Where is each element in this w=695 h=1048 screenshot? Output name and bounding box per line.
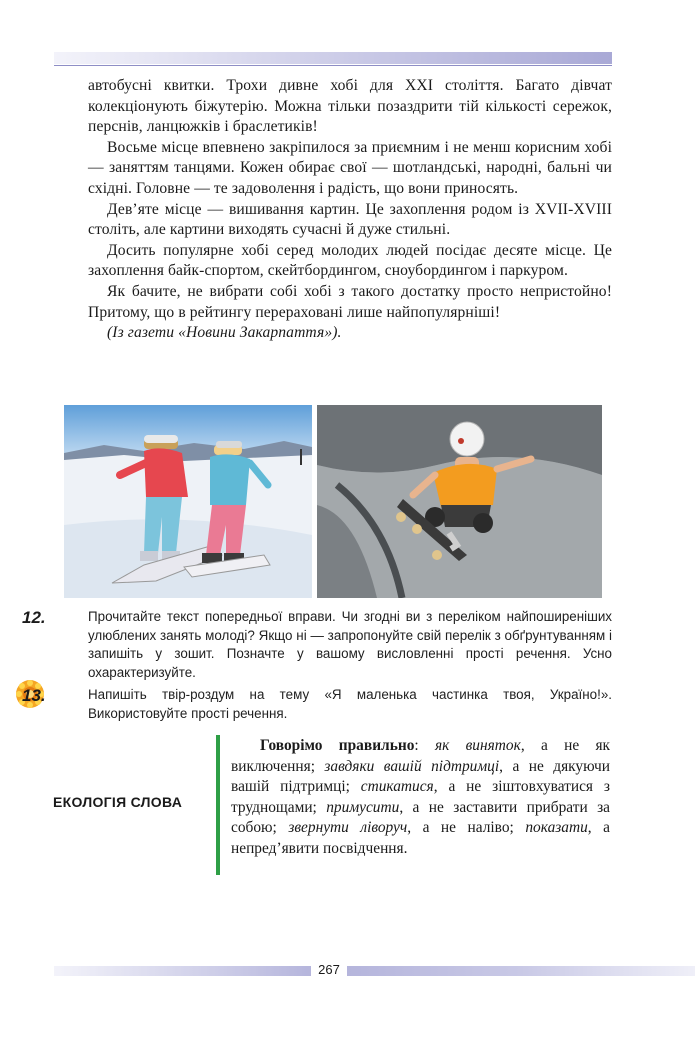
correct-usage: показати bbox=[525, 819, 588, 837]
text-fragment: , а не зіштовхуватися з труднощами; bbox=[231, 778, 610, 816]
footer-rule-left bbox=[54, 966, 311, 976]
correct-usage: як виняток bbox=[434, 737, 521, 754]
text-fragment: : bbox=[414, 737, 435, 754]
footer-rule-right bbox=[347, 966, 695, 976]
article-source: (Із газети «Новини Закарпаття»). bbox=[107, 324, 342, 342]
page-number: 267 bbox=[318, 962, 340, 977]
correct-usage: звернути ліворуч bbox=[288, 819, 408, 837]
text-fragment: , а не як виключення; bbox=[231, 737, 610, 775]
article-paragraph: Дев’яте місце — вишивання картин. Це захоплення родом із XVII-XVIII століть, але картини виходять сучасні й дуже стильні. bbox=[88, 200, 612, 239]
article-paragraph: Досить популярне хобі серед молодих людей посідає десяте місце. Це захоплення байк-спортом, скейтбордингом, сноубордингом і паркуром. bbox=[88, 241, 612, 280]
text-fragment: , а не наліво; bbox=[407, 819, 526, 837]
text-fragment: , а не дякуючи вашій підтримці; bbox=[231, 757, 610, 796]
section-label: ЕКОЛОГІЯ СЛОВА bbox=[53, 794, 183, 810]
task-number: 13. bbox=[22, 686, 46, 705]
section-divider bbox=[216, 735, 220, 875]
task-text: Напишіть твір-роздум на тему «Я маленька частинка твоя, Україно!». Використовуйте прості речення. bbox=[88, 687, 612, 721]
correct-usage: стикатися bbox=[360, 778, 434, 796]
snowboarders-photo bbox=[64, 405, 312, 598]
text-fragment: , а не заставити прибрати за собою; bbox=[231, 798, 610, 837]
article-paragraph: Восьме місце впевнено закріпилося за приємним і не менш корисним хобі — заняттям танцями. Кожен обирає свої — шотландські, народні, бальні чи східні. Головне — те задоволення і радість, що вони приносять. bbox=[88, 138, 612, 197]
article-paragraph: Як бачите, не вибрати собі хобі з такого достатку просто непристойно! Притому, що в рейтингу перераховані лише найпопулярніші! bbox=[88, 282, 612, 321]
correct-usage: завдяки вашій підтримці bbox=[324, 757, 500, 775]
article-paragraph: автобусні квитки. Трохи дивне хобі для XXI століття. Багато дівчат колекціонують біжутерію. Можна тільки позаздрити тій кількості сережок, перснів, ланцюжків і браслетиків! bbox=[88, 77, 612, 136]
speak-correctly-heading: Говорімо правильно bbox=[260, 737, 415, 754]
article-text bbox=[88, 76, 612, 344]
speak-correctly-box bbox=[231, 736, 610, 860]
text-fragment: , а непред’явити посвідчення. bbox=[231, 819, 610, 857]
header-rule bbox=[54, 52, 612, 64]
task-text: Прочитайте текст попередньої вправи. Чи згодні ви з переліком найпоширеніших улюблених занять молоді? Якщо ні — запропонуйте свій перелік з обґрунтуванням і запишіть у зошит. Позначте у вашому висловленні прості речення. Усно охарактеризуйте. bbox=[88, 609, 612, 680]
skateboarder-photo bbox=[317, 405, 602, 598]
task-number: 12. bbox=[22, 608, 46, 627]
correct-usage: примусити bbox=[326, 798, 400, 816]
